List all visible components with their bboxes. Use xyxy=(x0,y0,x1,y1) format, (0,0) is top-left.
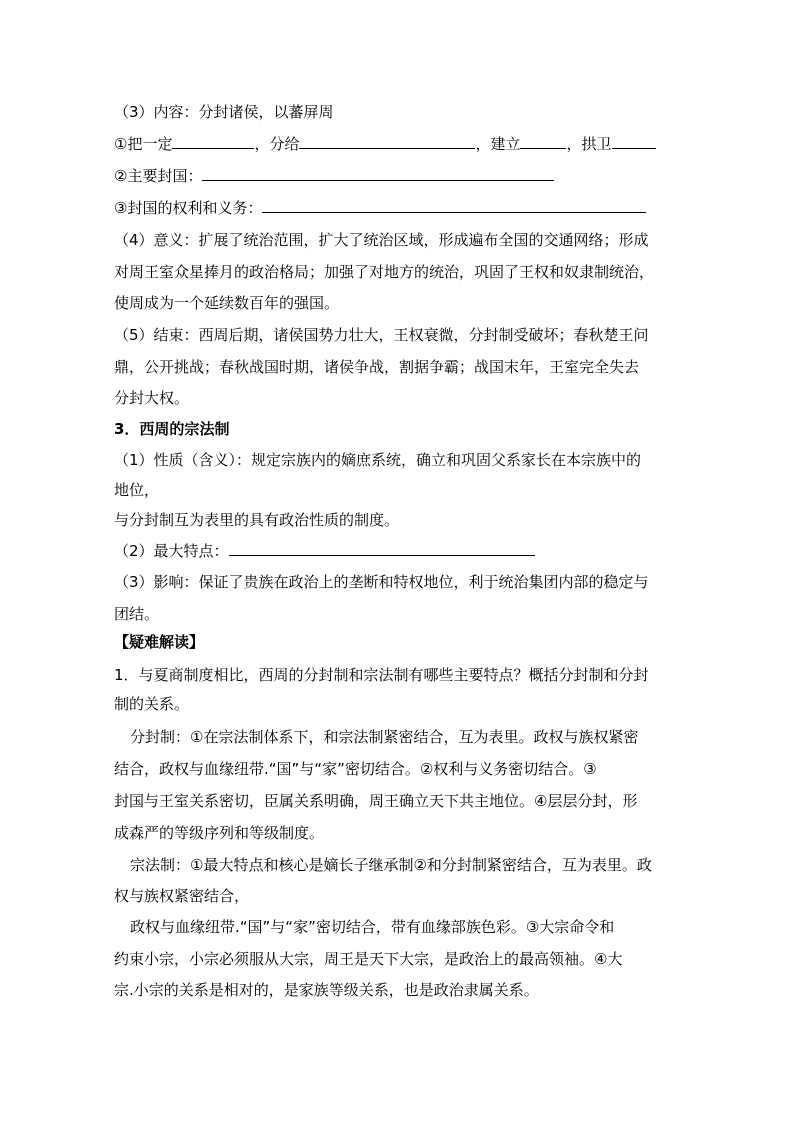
zongfa-line-5: 宗.小宗的关系是相对的，是家族等级关系，也是政治隶属关系。 xyxy=(114,981,539,999)
fill-item-2: ②主要封国： xyxy=(114,166,554,186)
feature-item: （2）最大特点： xyxy=(114,541,535,561)
blank-5[interactable] xyxy=(202,166,554,181)
question-line-1: 1．与夏商制度相比，西周的分封制和宗法制有哪些主要特点？概括分封制和分封 xyxy=(114,666,649,684)
fenfeng-line-3: 封国与王室关系密切，臣属关系明确，周王确立天下共主地位。④层层分封，形 xyxy=(114,792,638,810)
zongfa-line-2: 权与族权紧密结合， xyxy=(114,887,250,905)
fill-item-3: ③封国的权利和义务： xyxy=(114,198,646,218)
end-line-2: 鼎，公开挑战；春秋战国时期，诸侯争战，割据争霸；战国末年，王室完全失去 xyxy=(114,358,640,376)
blank-7[interactable] xyxy=(229,541,535,556)
influence-line-2: 团结。 xyxy=(114,605,160,623)
content-heading: （3）内容：分封诸侯，以蕃屏周 xyxy=(114,103,334,121)
fenfeng-line-4: 成森严的等级序列和等级制度。 xyxy=(114,824,325,842)
question-line-2: 制的关系。 xyxy=(114,695,190,713)
significance-line-2: 对周王室众星捧月的政治格局；加强了对地方的统治，巩固了王权和奴隶制统治， xyxy=(114,263,655,281)
end-line-1: （5）结束：西周后期，诸侯国势力壮大，王权衰微，分封制受破坏；春秋楚王问 xyxy=(114,326,649,344)
blank-6[interactable] xyxy=(262,198,646,213)
end-line-3: 分封大权。 xyxy=(114,389,190,407)
section-3-title: 3．西周的宗法制 xyxy=(114,420,230,438)
fenfeng-line-2: 结合，政权与血缘纽带.“国”与“家”密切结合。②权利与义务密切结合。③ xyxy=(114,760,597,778)
blank-1[interactable] xyxy=(172,134,254,149)
blank-4[interactable] xyxy=(612,134,656,149)
doubt-title: 【疑难解读】 xyxy=(114,633,205,651)
blank-3[interactable] xyxy=(520,134,566,149)
significance-line-3: 使周成为一个延续数百年的强国。 xyxy=(114,294,340,312)
fenfeng-line-1: 分封制：①在宗法制体系下，和宗法制紧密结合，互为表里。政权与族权紧密 xyxy=(130,728,639,746)
zongfa-line-3: 政权与血缘纽带.“国”与“家”密切结合，带有血缘部族色彩。③大宗命令和 xyxy=(130,918,615,936)
nature-line-3: 与分封制互为表里的具有政治性质的制度。 xyxy=(114,511,400,529)
significance-line-1: （4）意义：扩展了统治范围，扩大了统治区域，形成遍布全国的交通网络；形成 xyxy=(114,231,649,249)
nature-line-1: （1）性质（含义）：规定宗族内的嫡庶系统，确立和巩固父系家长在本宗族中的 xyxy=(114,451,642,469)
zongfa-line-4: 约束小宗，小宗必须服从大宗，周王是天下大宗，是政治上的最高领袖。④大 xyxy=(114,950,623,968)
nature-line-2: 地位， xyxy=(114,481,160,499)
zongfa-line-1: 宗法制：①最大特点和核心是嫡长子继承制②和分封制紧密结合，互为表里。政 xyxy=(130,856,652,874)
fill-item-1: ①把一定 ，分给 ，建立 ，拱卫 xyxy=(114,134,656,154)
influence-line-1: （3）影响：保证了贵族在政治上的垄断和特权地位，利于统治集团内部的稳定与 xyxy=(114,573,649,591)
blank-2[interactable] xyxy=(299,134,475,149)
